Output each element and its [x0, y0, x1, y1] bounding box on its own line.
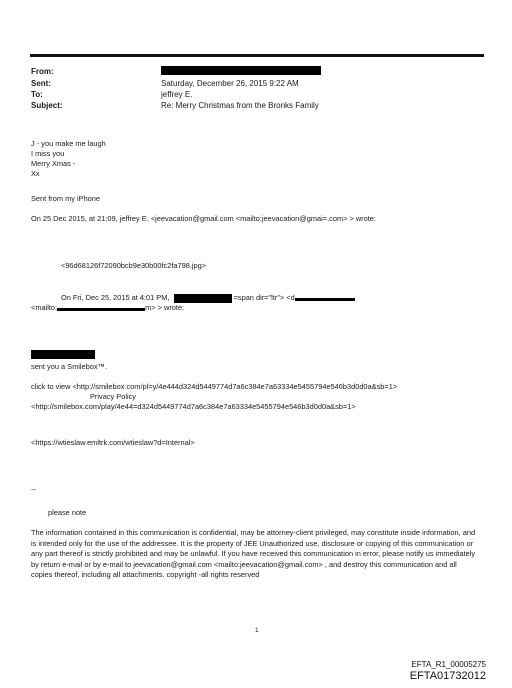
confidentiality-disclaimer: The information contained in this communication is confidential, may be attorney-client privileged, may constitute inside information, and is intended only for the use of the addressee. It is the property of JEE Unauthorized use, disclosure or copying of this communication or any part thereof is strictly prohibited and may be unlawful. If you have received this communication in error, please notify us immediately by return e-mail or by e-mail to jeevacation@gmail.com <mailto:jeevacation@gmail.com> , and destroy this communication and all copies thereof, including all attachments. copyright -all rights reserved: [31, 528, 476, 579]
subject-row: [31, 101, 319, 111]
page-number: 1: [255, 627, 259, 634]
subject-value: Re: Merry Christmas from the Bronks Family: [161, 101, 319, 110]
from-row: [31, 67, 161, 77]
to-value: jeffrey E.: [161, 90, 193, 99]
bates-number-large: EFTA01732012: [409, 670, 486, 682]
body-line-3: Merry Xmas -: [31, 159, 76, 168]
click-to-view-link[interactable]: click to view <http://smilebox.com/pl=y/4e444d324d5449774d7a6c384e7a63334e5455794e546b3d0d0a&sb=1>: [31, 382, 398, 391]
body-line-4: Xx: [31, 169, 40, 178]
body-line-2: I miss you: [31, 149, 65, 158]
header-divider: [30, 54, 484, 57]
sent-value: Saturday, December 26, 2015 9:22 AM: [161, 79, 299, 88]
body-line-1: J - you make me laugh: [31, 139, 106, 148]
sent-row: [31, 79, 299, 89]
nested-span-text: =span dir="ltr"> <d: [233, 293, 295, 302]
wtieslaw-link[interactable]: <https://wtieslaw.emltrk.com/wtieslaw?d=Internal>: [31, 438, 195, 447]
privacy-policy-link[interactable]: Privacy Policy: [90, 392, 136, 401]
to-row: [31, 90, 193, 100]
from-redaction: [161, 66, 321, 76]
nested-mailto-line: [31, 303, 184, 312]
please-note-label: please note: [48, 508, 87, 517]
mailto-redaction: [57, 308, 145, 311]
sent-from-signature: Sent from my iPhone: [31, 194, 101, 203]
sender-redaction: [174, 294, 232, 303]
sent-label: Sent:: [31, 79, 51, 88]
nested-quote-intro: [61, 293, 355, 303]
signature-dashes: --: [31, 485, 36, 494]
bates-number-small: EFTA_R1_00005275: [411, 660, 486, 669]
smilebox-sent-text: sent you a Smilebox™.: [31, 362, 107, 371]
to-label: To:: [31, 90, 43, 99]
subject-label: Subject:: [31, 101, 63, 110]
nested-intro-text: On Fri, Dec 25, 2015 at 4:01 PM,: [61, 293, 170, 302]
quoted-intro: On 25 Dec 2015, at 21:09, jeffrey E. <jeevacation@gmail.com <mailto:jeevacation@gmai=.com> > wrote:: [31, 214, 376, 223]
image-attachment-ref: <96d68126f72090bcb9e30b00fc2fa798.jpg>: [61, 261, 207, 270]
from-label: From:: [31, 67, 54, 76]
mailto-prefix: <mailto:: [31, 303, 58, 312]
mailto-suffix: m> > wrote:: [145, 303, 185, 312]
email-redaction: [295, 298, 355, 301]
smilebox-play-link[interactable]: <http://smilebox.com/play/4e44=d324d5449774d7a6c384e7a63334e5455794e546b3d0d0a&sb=1>: [31, 402, 356, 411]
smilebox-sender-redaction: [31, 349, 95, 359]
